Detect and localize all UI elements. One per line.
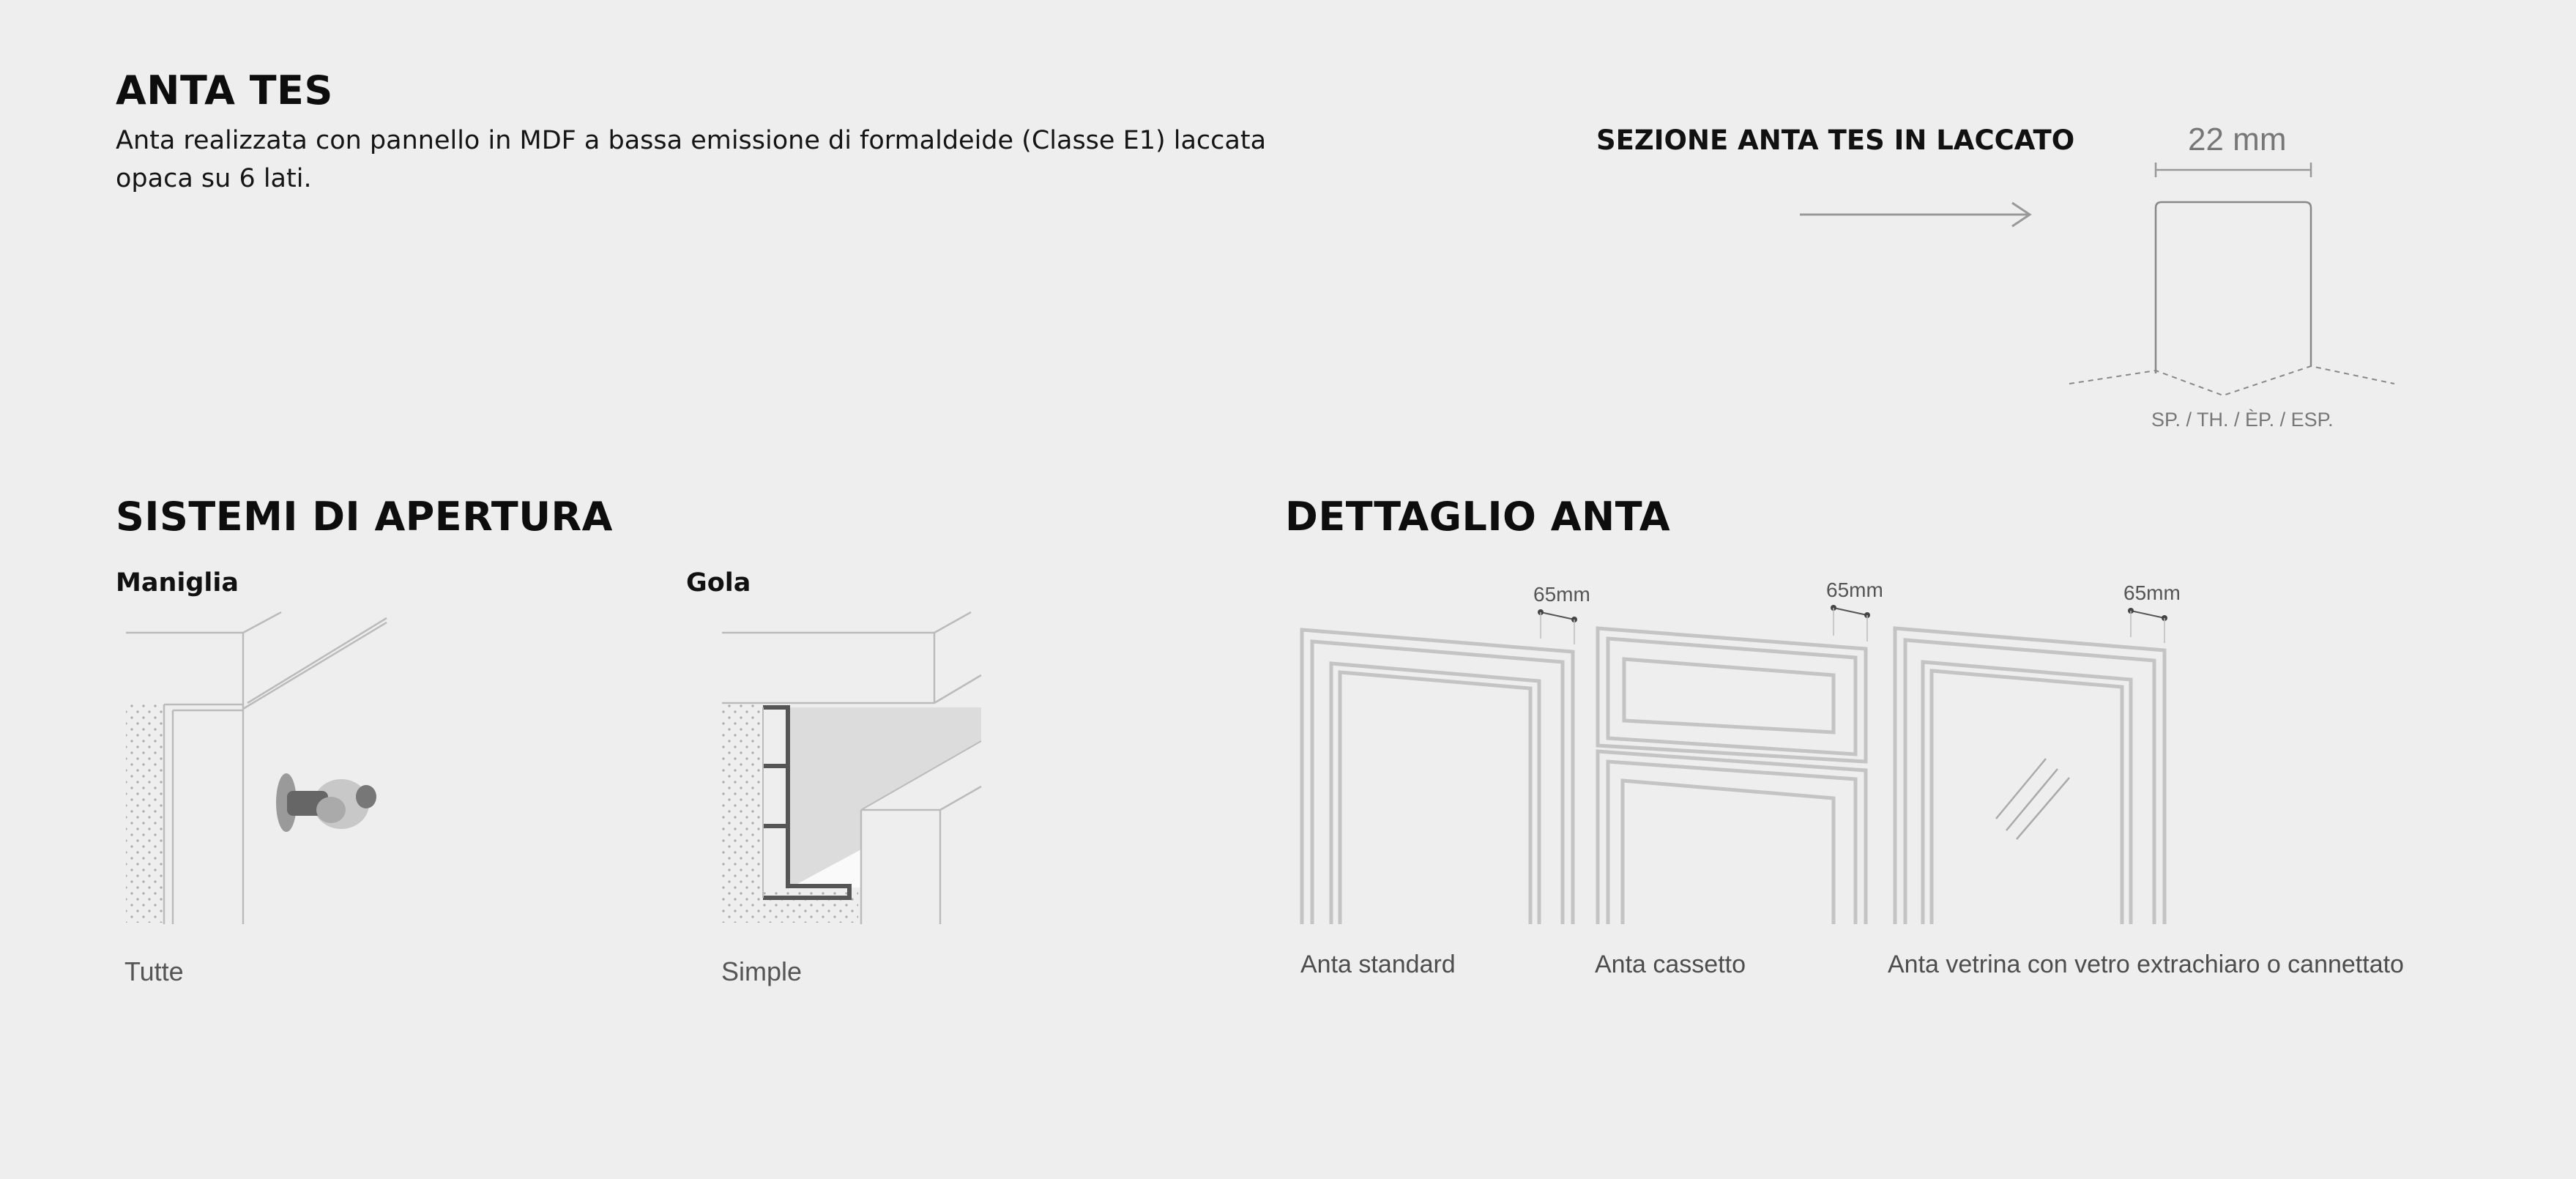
opening-item-handle-name: Maniglia (116, 568, 239, 598)
door-standard-dimension: 65mm (1533, 583, 1590, 606)
door-drawer-dimension: 65mm (1826, 579, 1883, 601)
dimension-markers (1538, 605, 2167, 644)
thickness-label: SP. / TH. / ÈP. / ESP. (2151, 409, 2334, 431)
opening-systems-title: SISTEMI DI APERTURA (116, 494, 613, 540)
door-glass-caption: Anta vetrina con vetro extrachiaro o cannettato (1888, 951, 2404, 978)
door-glass-dimension: 65mm (2123, 581, 2181, 604)
door-standard-drawing (1302, 630, 1573, 924)
section-label: SEZIONE ANTA TES IN LACCATO (1596, 124, 2075, 156)
page-title: ANTA TES (116, 67, 333, 114)
page-description: Anta realizzata con pannello in MDF a bassa emissione di formaldeide (Classe E1) laccata opaca su 6 lati. (116, 126, 1267, 193)
opening-item-handle-caption: Tutte (124, 956, 184, 986)
opening-item-gola-name: Gola (686, 568, 751, 598)
door-glass-drawing (1895, 628, 2164, 924)
door-detail-title: DETTAGLIO ANTA (1285, 494, 1671, 540)
door-drawer-caption: Anta cassetto (1595, 951, 1746, 978)
opening-item-gola-caption: Simple (721, 956, 803, 986)
door-drawer-drawing (1598, 628, 1866, 924)
glass-reflection (1996, 759, 2069, 839)
width-dimension-label: 22 mm (2188, 122, 2287, 157)
door-standard-caption: Anta standard (1300, 951, 1456, 978)
